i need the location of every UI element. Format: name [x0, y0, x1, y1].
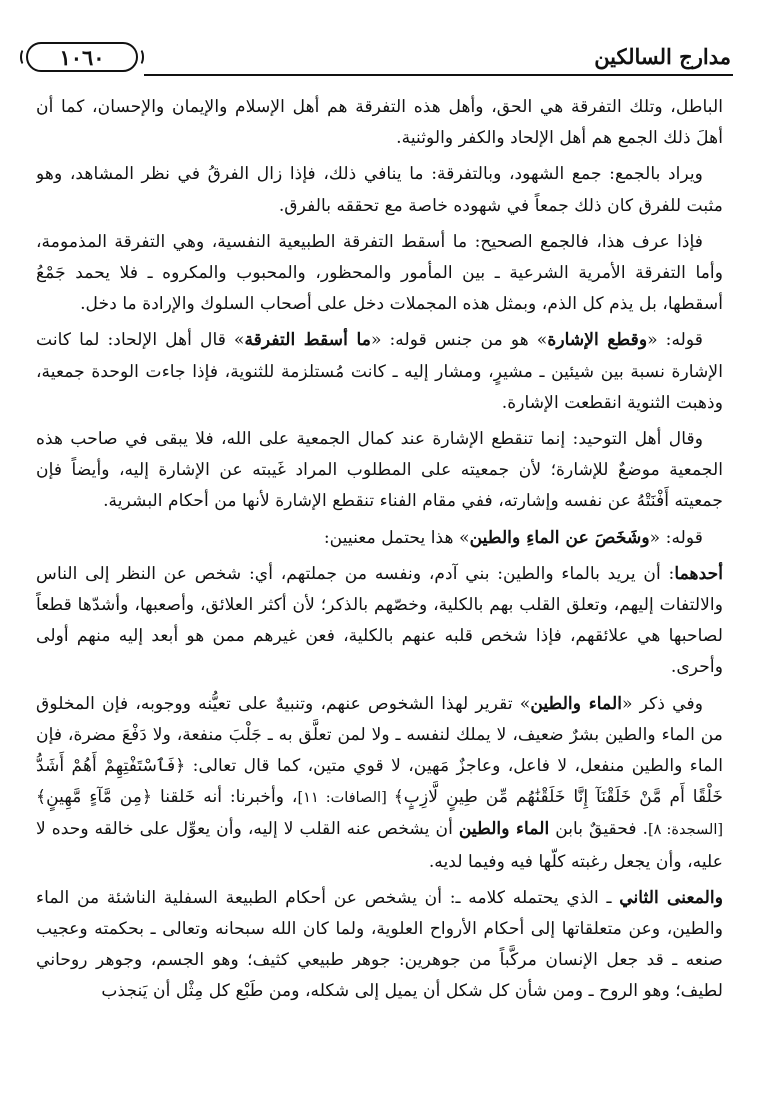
- text-segment: » هذا يحتمل معنيين:: [323, 527, 470, 548]
- section-lead: والمعنى الثاني: [619, 887, 723, 908]
- quran-verse: ﴿مِن مَّآءٍ مَّهِينٍ﴾: [36, 787, 153, 808]
- paragraph-4: [36, 325, 723, 419]
- text-segment: أن يشخص عنه القلب لا إليه، وأن يعوِّل على خالقه وحده لا عليه، وأن يجعل رغبته كلّها فيه وفيما لديه.: [36, 819, 723, 872]
- paragraph-5: وقال أهل التوحيد: إنما تنقطع الإشارة عند كمال الجمعية على الله، فلا يبقى في صاحب هذه الجمعية موضعٌ للإشارة؛ لأن جمعيته على المطلوب المراد غَيبته عن الإشارة إليه، وأيضاً فإن جمعيته أَفْنَتْهُ عن نفسه وإشارته، ففي مقام الفناء تنقطع الإشارة لأنها من أحكام البشرية.: [36, 429, 723, 512]
- page-header: [26, 40, 733, 82]
- text-segment: » قال أهل الإلحاد: لما كانت الإشارة نسبة بين شيئين ـ مشيرٍ، ومشار إليه ـ كانت مُستلزمة للثنوية، فإذا جاءت الوحدة جمعية، وذهبت الثنوية انقطعت الإشارة.: [36, 330, 723, 413]
- text-segment: ، وأخبرنا: أنه خَلقنا: [152, 787, 298, 808]
- quoted-term: الماء والطين: [458, 819, 550, 840]
- page-body: [36, 92, 723, 1107]
- text-segment: . فحقيقٌ بابن: [549, 819, 648, 840]
- text-segment: قوله: «: [647, 330, 703, 351]
- paragraph-3: فإذا عرف هذا، فالجمع الصحيح: ما أسقط التفرقة الطبيعية النفسية، وهي التفرقة المذمومة، وأما التفرقة الأمرية الشرعية ـ بين المأمور والمحظور، والمحبوب والمكروه ـ فلا يحمد جَمْعُ أسقطها، بل يذم كل الذم، وبمثل هذه المجملات دخل على أصحاب السلوك والإرادة ما دخل.: [36, 231, 723, 315]
- quoted-term: وشَخَصَ عن الماءِ والطين: [469, 527, 650, 548]
- quran-verse: ﴿فَٱسْتَفْتِهِمْ أَهُمْ أَشَدُّ خَلْقًا أَم مَّنْ خَلَقْنَآ إِنَّا خَلَقْنَٰهُم مِّن طِينٍ لَّازِبٍ﴾: [36, 756, 723, 808]
- text-segment: : أن يريد بالماء والطين: بني آدم، ونفسه من جملتهم، أي: شخص عن النظر إلى الناس والالتفات إليهم، وتعلق القلب بهم بالكلية، وخصّهم بالذكر؛ لأن أكثر العلائق، وأصعبها، وأشدّها قطعاً لصاحبها هي علائقهم، فإذا شخص قلبه عنهم بالكلية، فعن غيرهم ممن هو أبعد إليه منهم أولى وأحرى.: [36, 563, 723, 678]
- header-rule: [144, 74, 733, 76]
- page-number: ١٠٦٠: [59, 44, 105, 70]
- section-lead: أحدهما: [674, 563, 723, 584]
- paragraph-6: [36, 523, 723, 554]
- paragraph-8: [36, 689, 723, 878]
- quoted-term: وقطع الإشارة: [547, 330, 648, 351]
- quoted-term: ما أسقط التفرقة: [244, 330, 371, 351]
- text-segment: ـ الذي يحتمله كلامه ـ: أن يشخص عن أحكام الطبيعة السفلية الناشئة من الماء والطين، وعن متعلقاتها إلى أحكام الأرواح العلوية، ولما كان الله سبحانه وتعالى ـ بحكمته وعجيب صنعه ـ قد جعل الإنسان مركَّباً من جوهرين: جوهر طبيعي كثيف؛ وهو الجسم، وجوهر روحاني لطيف؛ وهو الروح ـ ومن شأن كل شكل أن يميل إلى شكله، ومن طَبْع كل مِثْل أن يَنجذب: [36, 887, 723, 1002]
- paragraph-7: [36, 559, 723, 684]
- paragraph-9: [36, 883, 723, 1008]
- verse-reference: [الصافات: ١١]: [297, 790, 394, 807]
- page-number-frame: [26, 42, 138, 72]
- quoted-term: الماء والطين: [530, 693, 622, 714]
- text-segment: وفي ذكر «: [621, 693, 703, 714]
- paragraph-2: ويراد بالجمع: جمع الشهود، وبالتفرقة: ما ينافي ذلك، فإذا زال الفرقُ في نظر المشاهد، وهو مثبت للفرق كان ذلك جمعاً في شهوده خاصة مع تحققه بالفرق.: [36, 164, 723, 216]
- book-title: مدارج السالكين: [594, 44, 731, 69]
- verse-reference: [السجدة: ٨]: [647, 822, 723, 839]
- text-segment: قوله: «: [649, 527, 703, 548]
- paragraph-1: الباطل، وتلك التفرقة هي الحق، وأهل هذه التفرقة هم أهل الإسلام والإيمان والإحسان، كما أن أهلَ ذلك الجمع هم أهل الإلحاد والكفر والوثنية.: [36, 97, 723, 149]
- text-segment: » تقرير لهذا الشخوص عنهم، وتنبيهٌ على تعيُّنه ووجوبه، فإن المخلوق من الماء والطين بشرٌ ضعيف، لا يملك لنفسه ـ ولا لمن تعلَّق به ـ جَلْبَ منفعة، ولا دَفْعَ مضرة، فإن الماء والطين منفعل، لا فاعل، وعاجزٌ مَهين، لا قوي متين، كما قال تعالى:: [36, 693, 723, 777]
- text-segment: » هو من جنس قوله: «: [370, 330, 548, 351]
